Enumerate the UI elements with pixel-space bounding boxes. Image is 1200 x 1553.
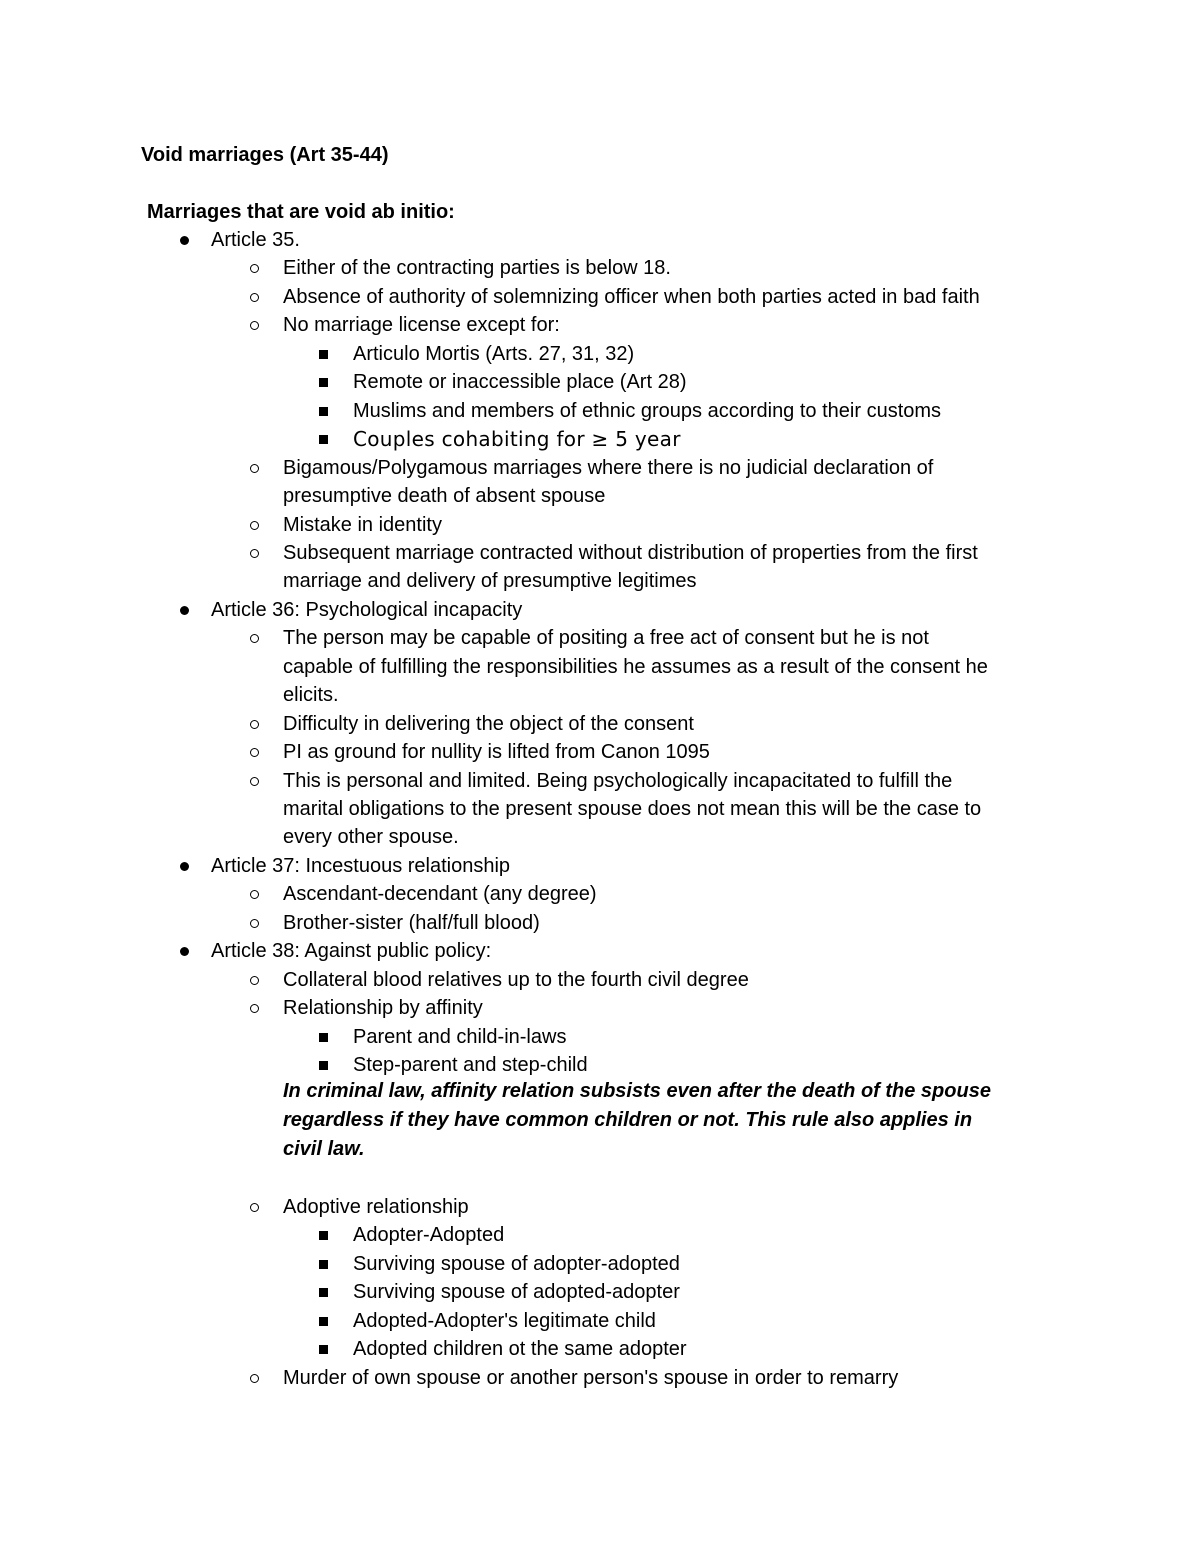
list-item-level-2: Brother-sister (half/full blood) xyxy=(283,911,540,934)
list-item-level-3: Adopted children ot the same adopter xyxy=(353,1338,687,1361)
bullet-square-icon xyxy=(319,407,328,416)
list-item-level-3: Remote or inaccessible place (Art 28) xyxy=(353,371,687,394)
note-line: In criminal law, affinity relation subsists even after the death of the spouse xyxy=(283,1080,991,1102)
bullet-circle-icon xyxy=(250,549,259,558)
list-item-continuation: presumptive death of absent spouse xyxy=(283,485,606,508)
list-item-level-3: Surviving spouse of adopted-adopter xyxy=(353,1281,680,1304)
bullet-circle-icon xyxy=(250,919,259,928)
list-item-level-2: No marriage license except for: xyxy=(283,314,560,337)
list-item-level-3: Surviving spouse of adopter-adopted xyxy=(353,1252,680,1275)
bold-italic-note xyxy=(283,1077,1063,1164)
bullet-square-icon xyxy=(319,350,328,359)
list-item-level-1: Article 37: Incestuous relationship xyxy=(211,854,511,877)
list-item-level-1: Article 35. xyxy=(211,229,300,251)
bullet-square-icon xyxy=(319,378,328,387)
list-item-level-3: Couples cohabiting for ≥ 5 year xyxy=(353,427,681,452)
list-item-continuation: marital obligations to the present spouse does not mean this will be the case to xyxy=(283,798,982,820)
list-item-level-3: Adopted-Adopter's legitimate child xyxy=(353,1309,656,1332)
bullet-circle-icon xyxy=(250,634,259,643)
list-item-level-3: Adopter-Adopted xyxy=(353,1224,505,1247)
bullet-circle-icon xyxy=(250,293,259,302)
bullet-square-icon xyxy=(319,435,328,444)
document-subtitle: Marriages that are void ab initio: xyxy=(147,201,455,223)
bullet-dot-icon xyxy=(180,947,189,956)
bullet-circle-icon xyxy=(250,321,259,330)
list-item-level-2: Absence of authority of solemnizing officer when both parties acted in bad faith xyxy=(283,285,980,308)
list-item-level-2: Ascendant-decendant (any degree) xyxy=(283,883,597,906)
list-item-continuation: marriage and delivery of presumptive legitimes xyxy=(283,570,697,593)
list-item-level-3: Muslims and members of ethnic groups according to their customs xyxy=(353,399,942,422)
list-item-level-3: Articulo Mortis (Arts. 27, 31, 32) xyxy=(353,342,635,365)
list-item-continuation: elicits. xyxy=(283,684,339,707)
bullet-circle-icon xyxy=(250,748,259,757)
bullet-circle-icon xyxy=(250,1004,259,1013)
bullet-square-icon xyxy=(319,1260,328,1269)
list-item-level-2: The person may be capable of positing a free act of consent but he is not xyxy=(283,627,929,650)
list-item-level-2: Relationship by affinity xyxy=(283,997,483,1020)
list-item-continuation: capable of fulfilling the responsibilities he assumes as a result of the consent he xyxy=(283,655,988,678)
bullet-square-icon xyxy=(319,1288,328,1297)
bullet-circle-icon xyxy=(250,264,259,273)
bullet-square-icon xyxy=(319,1231,328,1240)
bullet-circle-icon xyxy=(250,1374,259,1383)
bullet-circle-icon xyxy=(250,890,259,899)
bullet-square-icon xyxy=(319,1061,328,1070)
list-item-continuation: every other spouse. xyxy=(283,826,459,849)
list-item-level-3: Step-parent and step-child xyxy=(353,1054,588,1077)
list-item-level-2: PI as ground for nullity is lifted from Canon 1095 xyxy=(283,741,710,764)
list-item-level-2: Adoptive relationship xyxy=(283,1196,469,1218)
bullet-square-icon xyxy=(319,1345,328,1354)
bullet-dot-icon xyxy=(180,862,189,871)
list-item-level-2: Difficulty in delivering the object of the consent xyxy=(283,712,694,735)
bullet-circle-icon xyxy=(250,976,259,985)
list-item-level-2: Mistake in identity xyxy=(283,513,442,536)
list-item-level-1: Article 38: Against public policy: xyxy=(211,940,492,963)
list-item-level-3: Parent and child-in-laws xyxy=(353,1025,567,1048)
note-line: civil law. xyxy=(283,1138,365,1160)
list-item-level-2: Murder of own spouse or another person's spouse in order to remarry xyxy=(283,1366,899,1389)
list-item-level-2: Subsequent marriage contracted without distribution of properties from the first xyxy=(283,541,978,564)
list-item-level-2: Bigamous/Polygamous marriages where there is no judicial declaration of xyxy=(283,456,934,479)
bullet-dot-icon xyxy=(180,606,189,615)
bullet-circle-icon xyxy=(250,777,259,786)
bullet-circle-icon xyxy=(250,720,259,729)
note-line: regardless if they have common children or not. This rule also applies in xyxy=(283,1109,973,1131)
list-item-level-2: This is personal and limited. Being psychologically incapacitated to fulfill the xyxy=(283,769,953,792)
bullet-circle-icon xyxy=(250,521,259,530)
bullet-circle-icon xyxy=(250,1203,259,1212)
bullet-dot-icon xyxy=(180,236,189,245)
list-item-level-2: Collateral blood relatives up to the fourth civil degree xyxy=(283,968,749,991)
document-title: Void marriages (Art 35-44) xyxy=(141,144,389,166)
list-item-level-2: Either of the contracting parties is below 18. xyxy=(283,257,671,280)
bullet-square-icon xyxy=(319,1317,328,1326)
bullet-circle-icon xyxy=(250,464,259,473)
list-item-level-1: Article 36: Psychological incapacity xyxy=(211,598,523,621)
bullet-square-icon xyxy=(319,1033,328,1042)
